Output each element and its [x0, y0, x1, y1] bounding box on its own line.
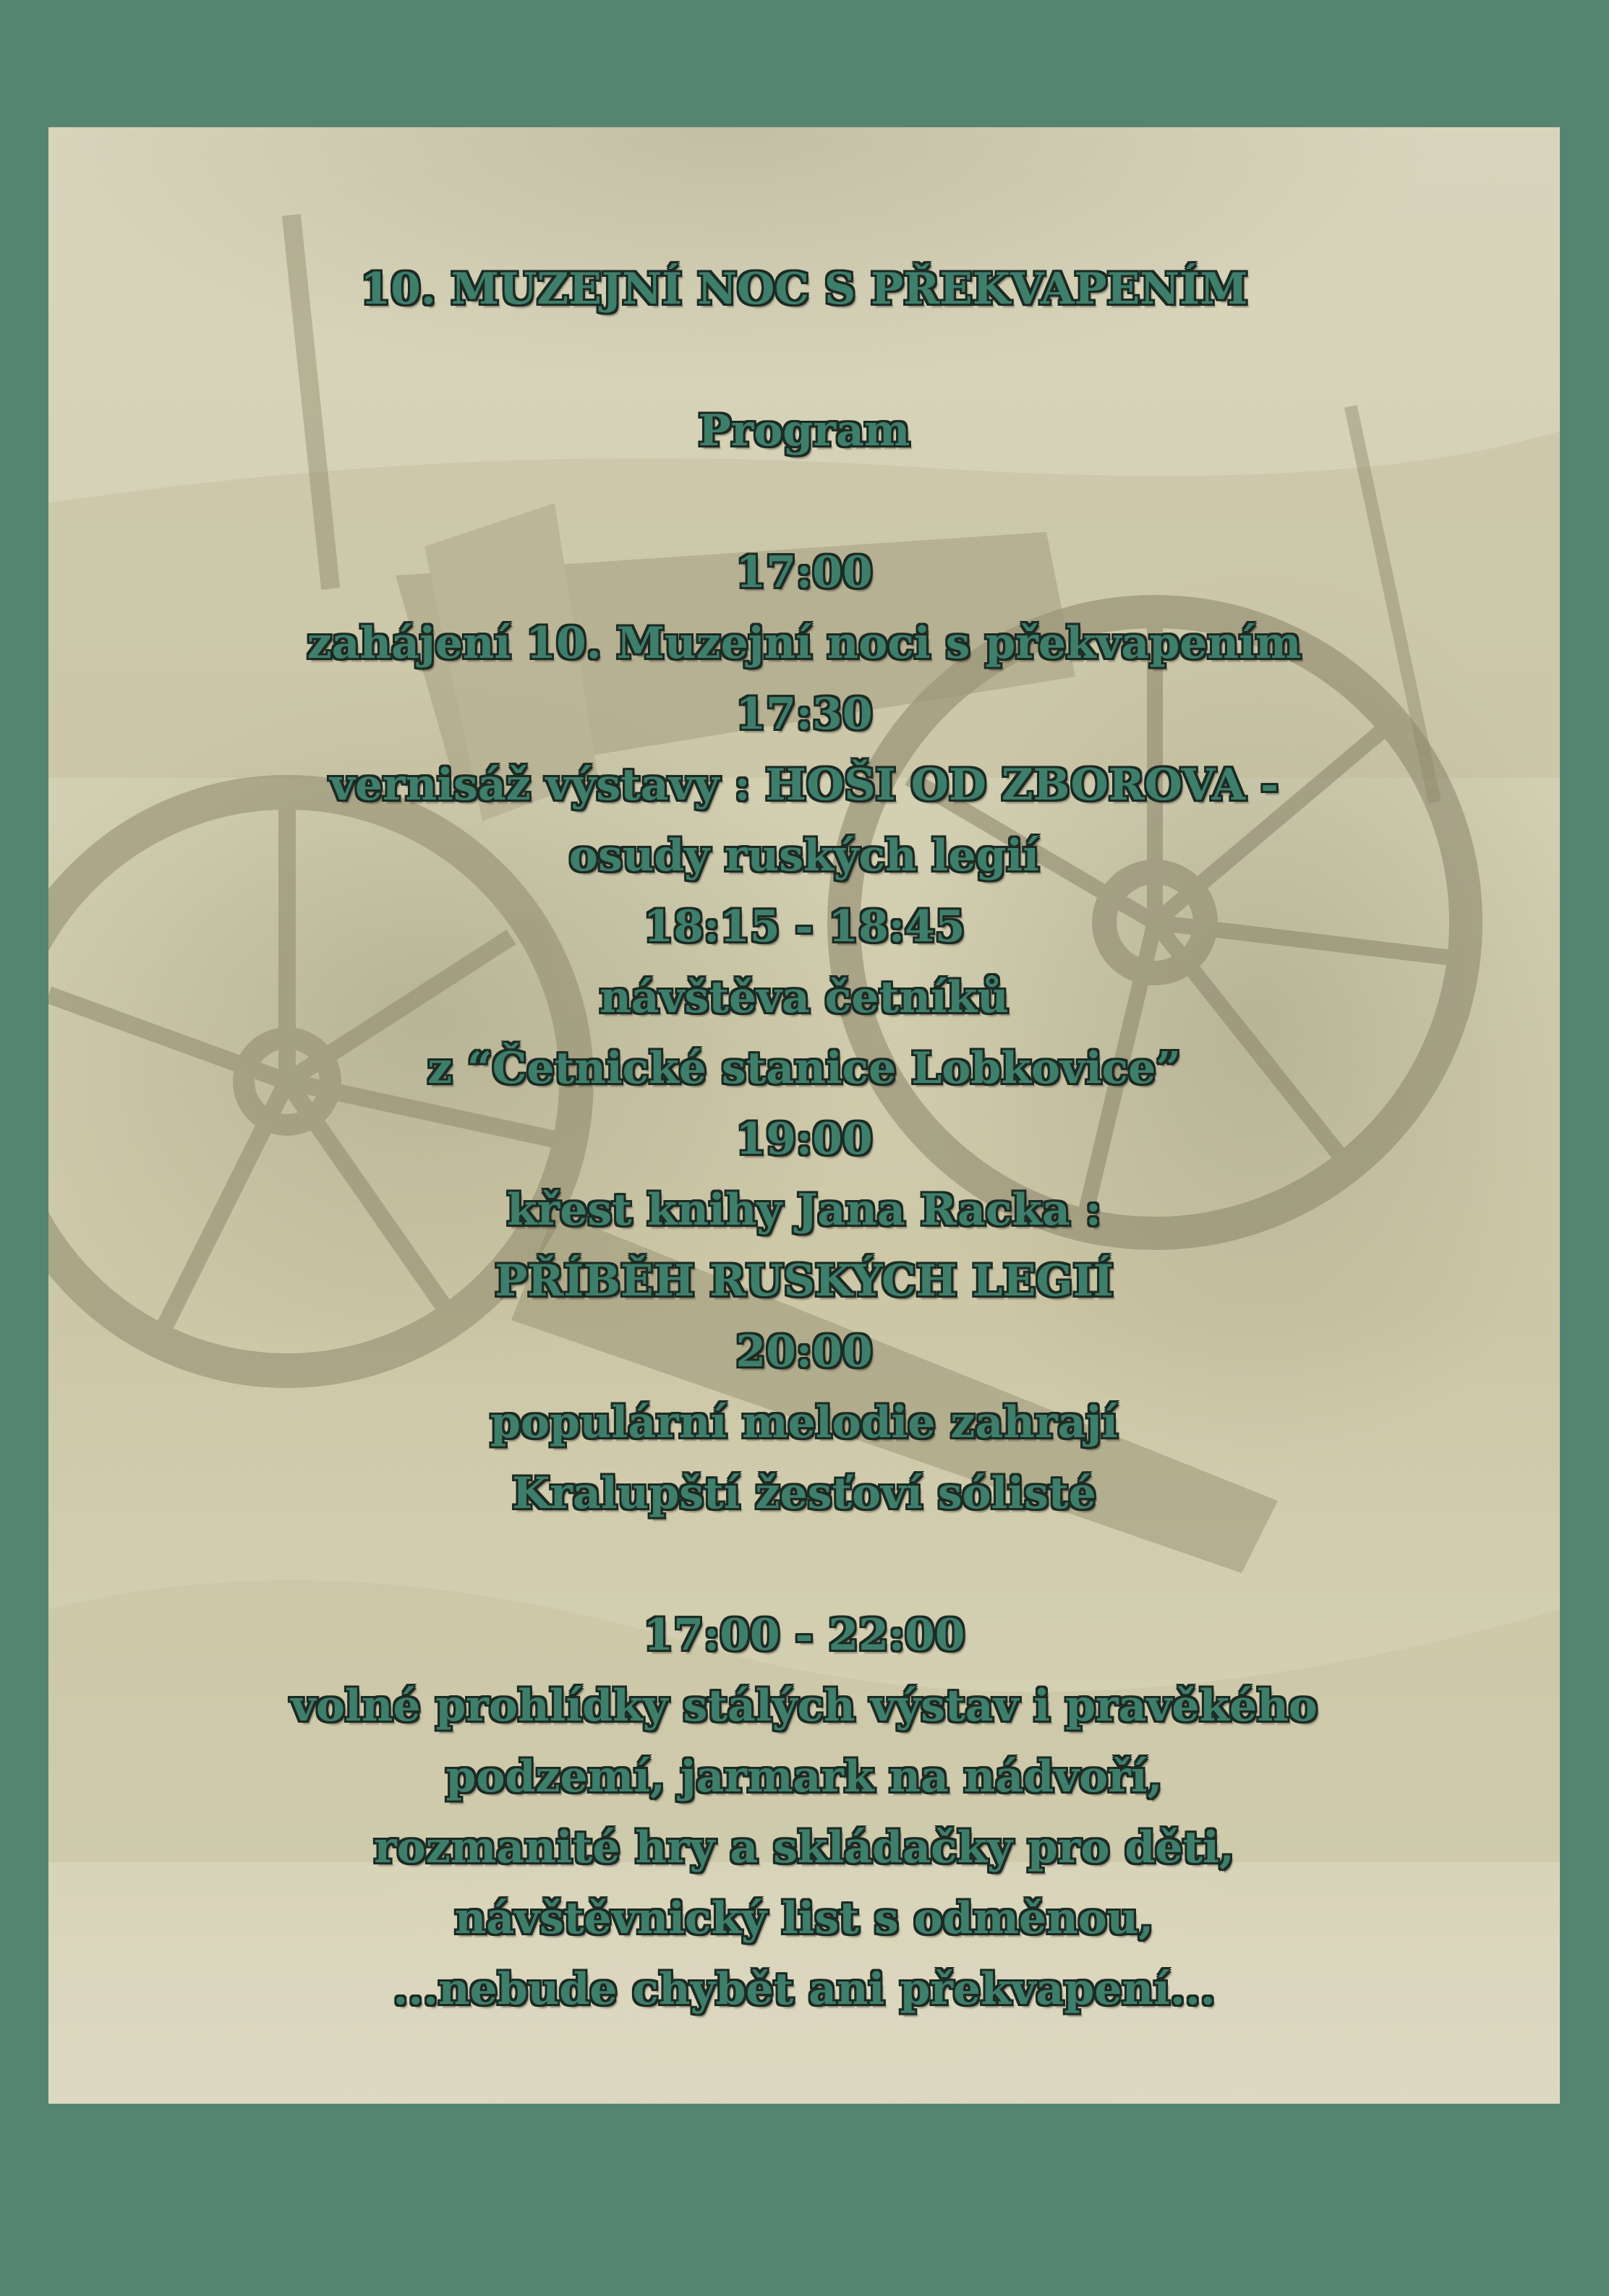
poster-title: 10. MUZEJNÍ NOC S PŘEKVAPENÍM	[360, 264, 1248, 314]
schedule-item	[48, 679, 1560, 891]
schedule-description: vernisáž výstavy : HOŠI OD ZBOROVA -	[329, 760, 1279, 810]
all-day-description: rozmanité hry a skládačky pro děti,	[374, 1822, 1234, 1873]
schedule-time: 17:30	[735, 689, 873, 740]
poster-panel	[48, 127, 1560, 2104]
schedule-description: populární melodie zahrají	[490, 1397, 1118, 1448]
all-day-description: podzemí, jarmark na nádvoří,	[445, 1752, 1163, 1802]
all-day-time: 17:00 - 22:00	[643, 1610, 965, 1661]
schedule-item	[48, 1104, 1560, 1316]
all-day-description: návštěvnický list s odměnou,	[454, 1893, 1154, 1944]
schedule-time: 20:00	[735, 1327, 873, 1377]
schedule-time: 17:00	[735, 547, 873, 598]
schedule-time: 19:00	[735, 1114, 873, 1165]
schedule-description: návštěva četníků	[599, 972, 1009, 1023]
schedule-item	[48, 891, 1560, 1104]
schedule-time: 18:15 - 18:45	[643, 901, 965, 952]
schedule-item	[48, 537, 1560, 679]
program-text	[48, 254, 1560, 2025]
schedule-item	[48, 1316, 1560, 1529]
spacer	[48, 1529, 1560, 1600]
program-heading: Program	[698, 406, 910, 456]
all-day-description: volné prohlídky stálých výstav i pravěkého	[291, 1681, 1318, 1731]
schedule-description: osudy ruských legií	[568, 831, 1040, 881]
all-day-item	[48, 1600, 1560, 2025]
schedule-description: z “Četnické stanice Lobkovice”	[427, 1043, 1181, 1094]
schedule-description: Kralupští žesťoví sólisté	[512, 1468, 1096, 1519]
schedule-description: zahájení 10. Muzejní noci s překvapením	[307, 618, 1302, 669]
all-day-description: ...nebude chybět ani překvapení...	[393, 1964, 1216, 2015]
schedule-description: křest knihy Jana Racka :	[507, 1185, 1101, 1235]
schedule-description: PŘÍBĚH RUSKÝCH LEGIÍ	[495, 1256, 1114, 1306]
